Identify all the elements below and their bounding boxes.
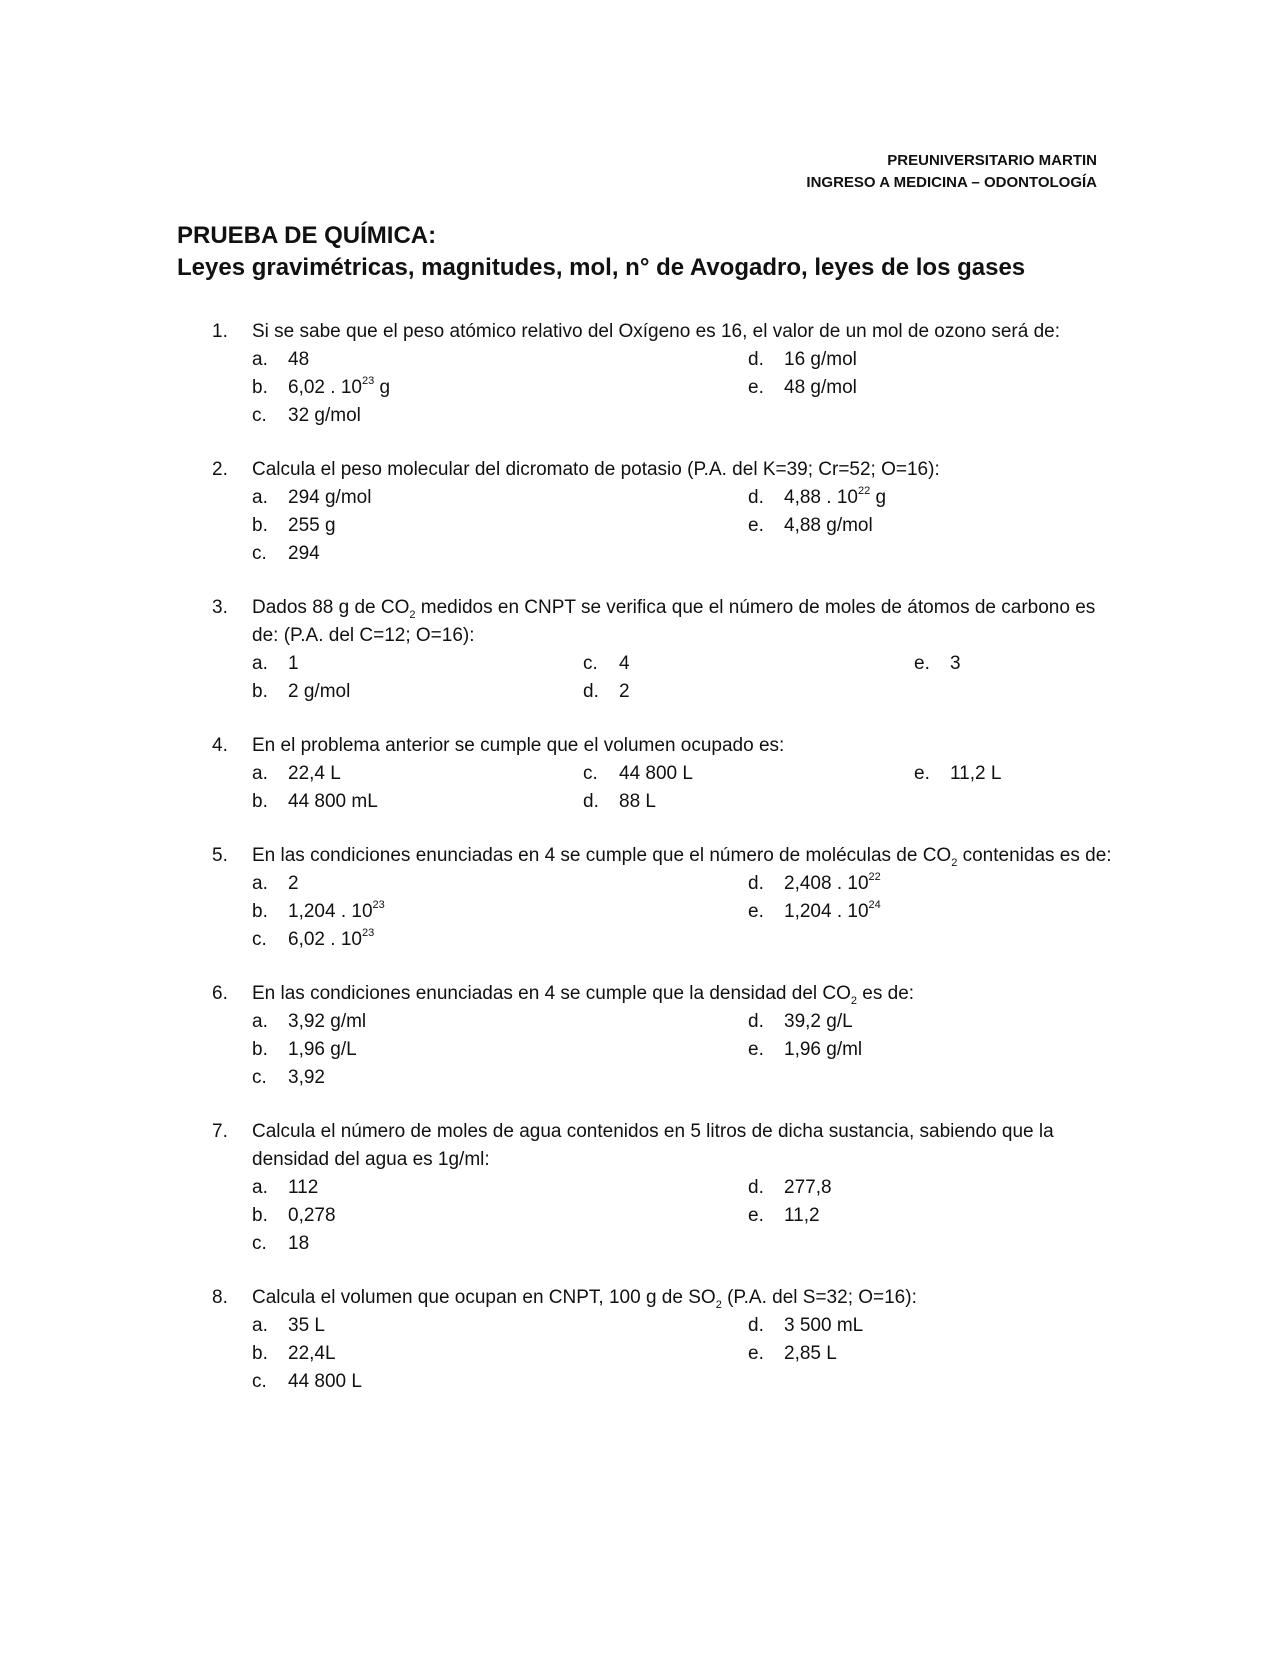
program-name: INGRESO A MEDICINA – ODONTOLOGÍA [806,174,1097,191]
answer-option [252,1202,748,1230]
answer-option [252,898,748,926]
exponent: 22 [857,484,871,497]
question-item [212,980,1112,1092]
answer-option [748,1312,1048,1340]
option-letter: e. [914,763,930,784]
option-text: 4 [619,653,630,674]
answer-option [748,484,1048,512]
question-text [252,1118,1112,1174]
option-text: 255 g [288,515,336,536]
question-number: 2. [212,459,228,480]
question-number: 8. [212,1287,228,1308]
exponent: 24 [868,898,881,911]
option-letter: b. [252,377,268,398]
option-letter: c. [252,1371,267,1392]
question-text [252,732,1112,760]
option-letter: c. [583,653,598,674]
option-text: 22,4 L [288,763,341,784]
option-letter: a. [252,873,268,894]
answer-option [252,484,748,512]
exponent: 23 [372,898,385,911]
option-text: 294 g/mol [288,487,372,508]
question-list [212,318,1112,1422]
option-letter: a. [252,653,268,674]
answer-option [583,760,914,788]
answer-option [252,402,748,430]
option-text: 1,96 g/L [288,1039,357,1060]
answer-option [748,346,1048,374]
question-text-before: Calcula el volumen que ocupan en CNPT, 100 g de SO [252,1287,716,1308]
question-text-after: (P.A. del S=32; O=16): [721,1287,917,1308]
option-letter: e. [748,1039,764,1060]
option-letter: a. [252,1315,268,1336]
question-text-after: contenidas es de: [957,845,1112,866]
option-text: 16 g/mol [784,349,857,370]
option-letter: c. [583,763,598,784]
question-text [252,842,1112,870]
option-text: 4,88 . 10 [784,487,858,508]
question-text-before: Dados 88 g de CO [252,597,410,618]
question-item [212,318,1112,430]
option-letter: e. [748,1343,764,1364]
option-letter: b. [252,515,268,536]
option-text: 11,2 L [950,763,1002,784]
title-block [177,220,1127,284]
options-list [252,650,1112,706]
option-text: 32 g/mol [288,405,361,426]
question-text [252,318,1112,346]
option-text: 112 [288,1177,319,1198]
page-title: PRUEBA DE QUÍMICA: [177,222,437,249]
option-letter: a. [252,763,268,784]
answer-option [583,788,914,816]
question-number: 7. [212,1121,228,1142]
option-letter: a. [252,349,268,370]
answer-option [583,678,914,706]
option-letter: b. [252,681,268,702]
option-text: 44 800 L [619,763,693,784]
option-letter: e. [914,653,930,674]
option-letter: d. [748,349,764,370]
question-item [212,594,1112,706]
question-text-before: En las condiciones enunciadas en 4 se cumple que el número de moléculas de CO [252,845,952,866]
option-letter: d. [748,487,764,508]
answer-option [252,1174,748,1202]
option-letter: c. [252,543,267,564]
option-letter: d. [748,1177,764,1198]
question-text-content: Calcula el peso molecular del dicromato de potasio (P.A. del K=39; Cr=52; O=16): [252,459,940,480]
option-letter: a. [252,1011,268,1032]
option-text: 2,408 . 10 [784,873,869,894]
option-text: 3 [950,653,961,674]
option-letter: d. [583,681,599,702]
question-text-content: Calcula el número de moles de agua contenidos en 5 litros de dicha sustancia, sabiendo que la densidad del agua es 1g/ml: [252,1121,1054,1170]
option-text: 2 g/mol [288,681,351,702]
exponent: 22 [868,870,881,883]
option-letter: c. [252,1067,267,1088]
options-list [252,1174,1112,1258]
options-list [252,870,1112,954]
answer-option [252,1312,748,1340]
option-text: 1 [288,653,299,674]
option-text: 11,2 [784,1205,820,1226]
options-list [252,1312,1112,1396]
question-number: 3. [212,597,228,618]
question-number: 4. [212,735,228,756]
question-text-content: En el problema anterior se cumple que el volumen ocupado es: [252,735,785,756]
exponent: 23 [361,926,375,939]
question-item [212,732,1112,816]
answer-option [252,760,583,788]
option-text: 22,4L [288,1343,336,1364]
question-number: 1. [212,321,228,342]
question-text [252,594,1112,650]
answer-option [748,1008,1048,1036]
option-text: 277,8 [784,1177,832,1198]
answer-option [252,1008,748,1036]
answer-option [252,650,583,678]
option-text: 2 [288,873,299,894]
option-letter: e. [748,377,764,398]
answer-option [252,678,583,706]
question-item [212,1284,1112,1396]
option-letter: b. [252,791,268,812]
answer-option [252,926,748,954]
answer-option [748,1174,1048,1202]
option-text: 2,85 L [784,1343,837,1364]
option-text: 6,02 . 10 [288,377,362,398]
option-letter: b. [252,901,268,922]
question-text [252,1284,1112,1312]
option-unit: g [374,377,391,398]
option-text: 18 [288,1233,310,1254]
answer-option [252,1230,748,1258]
option-text: 6,02 . 10 [288,929,362,950]
answer-option [252,540,748,568]
question-item [212,456,1112,568]
option-text: 294 [288,543,320,564]
option-text: 35 L [288,1315,325,1336]
option-text: 44 800 L [288,1371,362,1392]
answer-option [748,1202,1048,1230]
option-letter: d. [583,791,599,812]
answer-option [252,374,748,402]
question-number: 5. [212,845,228,866]
option-letter: e. [748,1205,764,1226]
option-letter: d. [748,873,764,894]
subscript: 2 [951,856,958,869]
question-text-after: medidos en CNPT se verifica que el número de moles de átomos de carbono es de: (P.A. del C=12; O=16): [252,597,1096,646]
document-header [806,150,1097,194]
answer-option [748,1036,1048,1064]
answer-option [252,1340,748,1368]
option-text: 3,92 [288,1067,325,1088]
question-text-after: es de: [857,983,915,1004]
answer-option [748,512,1048,540]
question-text-before: En las condiciones enunciadas en 4 se cumple que la densidad del CO [252,983,851,1004]
option-text: 1,204 . 10 [784,901,869,922]
page-subtitle: Leyes gravimétricas, magnitudes, mol, n° de Avogadro, leyes de los gases [177,254,1026,281]
question-text-content: Si se sabe que el peso atómico relativo del Oxígeno es 16, el valor de un mol de ozono será de: [252,321,1060,342]
question-number: 6. [212,983,228,1004]
options-list [252,484,1112,568]
option-letter: b. [252,1039,268,1060]
answer-option [748,1340,1048,1368]
exponent: 23 [361,374,375,387]
answer-option [252,1064,748,1092]
option-text: 39,2 g/L [784,1011,853,1032]
answer-option [252,512,748,540]
answer-option [252,346,748,374]
option-text: 1,204 . 10 [288,901,373,922]
option-text: 0,278 [288,1205,336,1226]
question-text [252,980,1112,1008]
option-text: 88 L [619,791,656,812]
answer-option [748,870,1048,898]
question-item [212,842,1112,954]
answer-option [748,374,1048,402]
option-text: 2 [619,681,630,702]
option-text: 44 800 mL [288,791,378,812]
option-letter: b. [252,1343,268,1364]
option-text: 48 [288,349,310,370]
option-letter: a. [252,1177,268,1198]
option-letter: e. [748,515,764,536]
option-letter: d. [748,1315,764,1336]
option-letter: a. [252,487,268,508]
answer-option [583,650,914,678]
option-text: 48 g/mol [784,377,857,398]
answer-option [252,870,748,898]
answer-option [252,788,583,816]
options-list [252,1008,1112,1092]
option-text: 3,92 g/ml [288,1011,367,1032]
option-letter: c. [252,1233,267,1254]
option-letter: b. [252,1205,268,1226]
option-text: 4,88 g/mol [784,515,873,536]
question-text [252,456,1112,484]
answer-option [914,650,1064,678]
answer-option [748,898,1048,926]
option-letter: e. [748,901,764,922]
answer-option [252,1036,748,1064]
options-list [252,346,1112,430]
option-text: 1,96 g/ml [784,1039,863,1060]
option-letter: c. [252,929,267,950]
institution-name: PREUNIVERSITARIO MARTIN [887,152,1097,169]
option-text: 3 500 mL [784,1315,864,1336]
answer-option [914,760,1064,788]
subscript: 2 [409,608,416,621]
answer-option [252,1368,748,1396]
options-list [252,760,1112,816]
option-unit: g [870,487,887,508]
question-item [212,1118,1112,1258]
option-letter: d. [748,1011,764,1032]
subscript: 2 [850,994,858,1007]
subscript: 2 [715,1298,722,1311]
option-letter: c. [252,405,267,426]
